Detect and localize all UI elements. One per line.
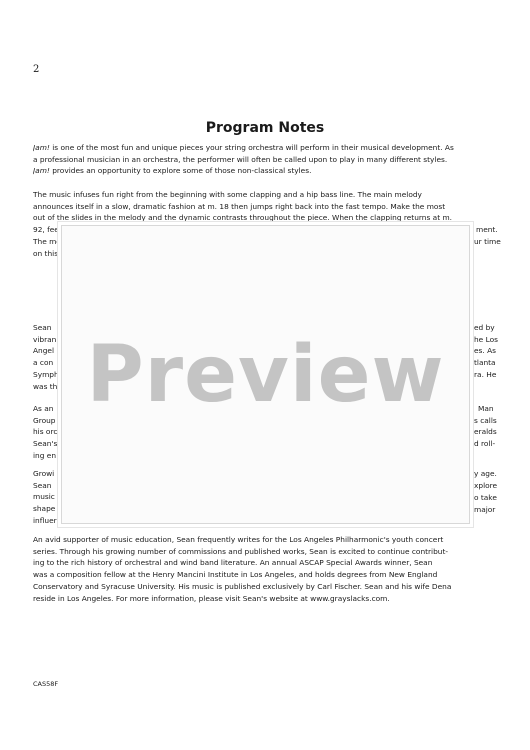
supporter-line: ing to the rich history of orchestral and wind band literature. An annual ASCAP Special Awards winner, Sean bbox=[33, 558, 433, 568]
supporter-line: reside in Los Angeles. For more information, please visit Sean's website at www.grayslacks.com. bbox=[33, 593, 390, 603]
music-line-4: 92, fee bbox=[33, 225, 59, 235]
group-frag: d roll- bbox=[474, 439, 496, 448]
growing-frag: y age. bbox=[474, 469, 497, 478]
bio-frag: tlanta bbox=[474, 358, 496, 367]
bio-frag: ed by bbox=[474, 323, 495, 332]
growing-line: Growi bbox=[33, 469, 55, 478]
growing-frag: o take bbox=[474, 493, 497, 502]
growing-frag: xplore bbox=[474, 481, 498, 490]
preview-watermark-overlay bbox=[61, 225, 470, 524]
bio-frag: he Los bbox=[474, 335, 498, 344]
intro-line-1-text: is one of the most fun and unique pieces your string orchestra will perform in their musical development. As bbox=[52, 143, 454, 152]
bio-line: vibran bbox=[33, 334, 57, 344]
bio-line: was th bbox=[33, 381, 58, 391]
bio-line: Symph bbox=[33, 369, 59, 379]
intro-paragraph bbox=[33, 142, 497, 177]
page-title: Program Notes bbox=[205, 120, 325, 136]
bio-frag: es. As bbox=[474, 346, 497, 355]
music-line-1: The music infuses fun right from the beginning with some clapping and a hip bass line. The main melody bbox=[33, 190, 422, 199]
music-frag-2: ur time bbox=[474, 237, 501, 246]
group-line: Sean's bbox=[33, 439, 58, 449]
page-number: 2 bbox=[33, 64, 40, 75]
intro-line-2: a professional musician in an orchestra, the performer will often be called upon to play in many different styles. bbox=[33, 154, 448, 164]
supporter-paragraph bbox=[33, 534, 497, 604]
catalog-code: CAS58F bbox=[33, 680, 59, 688]
music-line-3: out of the slides in the melody and the dynamic contrasts throughout the piece. When the clapping returns at m. bbox=[33, 213, 453, 223]
intro-line-3-text: provides an opportunity to explore some of those non-classical styles. bbox=[52, 166, 312, 176]
group-line: ing en bbox=[33, 450, 57, 460]
group-frag: s calls bbox=[474, 416, 497, 425]
bio-line: a con bbox=[33, 358, 54, 368]
intro-line-1 bbox=[33, 142, 497, 154]
music-line-6: on this bbox=[33, 248, 59, 258]
group-line: Group bbox=[33, 415, 56, 425]
bio-frag: ra. He bbox=[474, 370, 497, 379]
growing-line: shape bbox=[33, 504, 56, 514]
group-frag: Man bbox=[478, 404, 494, 413]
jam-title: Jam! bbox=[33, 166, 50, 176]
growing-line: influer bbox=[33, 515, 57, 525]
bio-line: Angel bbox=[33, 346, 55, 356]
music-line-2: announces itself in a slow, dramatic fashion at m. 18 then jumps right back into the fast tempo. Make the most bbox=[33, 201, 446, 211]
growing-line: Sean bbox=[33, 480, 52, 490]
growing-line: music bbox=[33, 492, 55, 502]
growing-frag: major bbox=[474, 505, 496, 514]
supporter-line: was a composition fellow at the Henry Mancini Institute in Los Angeles, and holds degrees from New England bbox=[33, 570, 438, 580]
music-frag-1: ment. bbox=[476, 225, 498, 234]
supporter-line: series. Through his growing number of commissions and published works, Sean is excited to continue contribut- bbox=[33, 546, 449, 556]
group-line: his orc bbox=[33, 427, 58, 437]
group-frag: eralds bbox=[474, 427, 497, 436]
bio-line: Sean bbox=[33, 323, 52, 332]
intro-line-3 bbox=[33, 165, 497, 177]
group-line: As an bbox=[33, 404, 54, 413]
supporter-line: An avid supporter of music education, Sean frequently writes for the Los Angeles Philharmonic's youth concert bbox=[33, 535, 444, 544]
jam-title: Jam! bbox=[33, 143, 50, 152]
supporter-line: Conservatory and Syracuse University. His music is published exclusively by Carl Fischer. Sean and his wife Dena bbox=[33, 581, 452, 591]
preview-watermark-text: Preview bbox=[86, 329, 445, 420]
music-line-5: The me bbox=[33, 236, 61, 246]
